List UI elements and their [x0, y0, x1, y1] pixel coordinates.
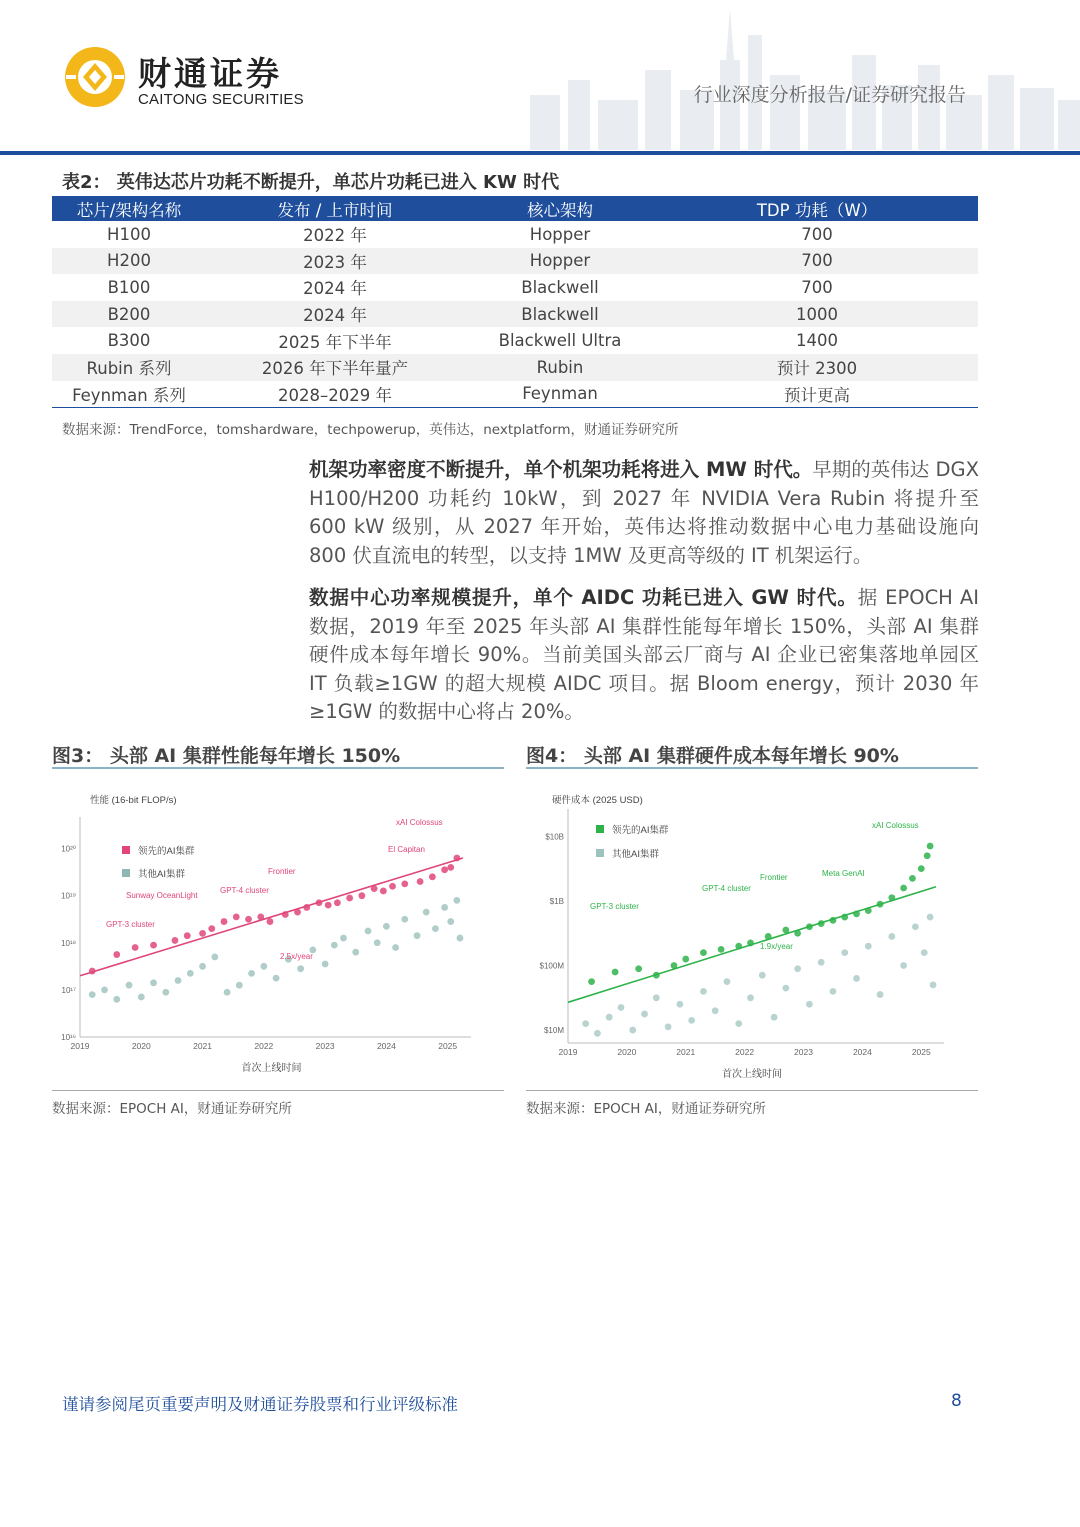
other-cluster-point — [432, 925, 439, 932]
chart-annotation: Meta GenAI — [822, 869, 865, 878]
x-tick-label: 2024 — [376, 1041, 396, 1051]
other-cluster-point — [365, 928, 372, 935]
figure-4-source-note: 数据来源：EPOCH AI，财通证券研究所 — [526, 1101, 766, 1117]
other-cluster-point — [138, 994, 145, 1001]
other-cluster-point — [150, 979, 157, 986]
legend-label-leading: 领先的AI集群 — [138, 846, 195, 857]
leading-cluster-point — [208, 925, 215, 932]
y-tick-label: $10M — [543, 1026, 564, 1036]
other-cluster-point — [236, 982, 243, 989]
table-cell: Blackwell — [464, 301, 656, 328]
table-cell: B100 — [107, 277, 151, 297]
other-cluster-point — [888, 933, 895, 940]
table-cell: Hopper — [529, 224, 591, 244]
header-divider — [0, 151, 1080, 155]
x-tick-label: 2025 — [438, 1041, 458, 1051]
city-skyline-decoration — [520, 0, 1080, 150]
table-source-note: 数据来源：TrendForce，tomshardware，techpowerup，英伟达，nextplatform，财通证券研究所 — [62, 422, 679, 438]
other-cluster-point — [224, 989, 231, 996]
other-cluster-point — [260, 963, 267, 970]
table-cell: 1000 — [656, 301, 978, 328]
y-tick-label: 10²⁰ — [61, 844, 76, 854]
x-tick-label: 2022 — [254, 1041, 274, 1051]
other-cluster-point — [423, 909, 430, 916]
paragraph-body: 据 EPOCH AI 数据，2019 年至 2025 年头部 AI 集群性能每年增长 150%，头部 AI 集群硬件成本每年增长 90%。当前美国头部云厂商与 AI 企业已密集落地单园区 IT 负载≥1GW 的超大规模 AIDC 项目。据 Bloom energy，预计 2030 年≥1GW 的数据中心将占 20%。 — [309, 586, 979, 723]
table-cell: 2025 年下半年 — [278, 332, 392, 352]
other-cluster-point — [930, 981, 937, 988]
other-cluster-point — [927, 914, 934, 921]
table-row — [52, 327, 978, 354]
figure-4-title-rule — [526, 767, 978, 769]
x-tick-label: 2021 — [676, 1047, 696, 1057]
other-cluster-point — [629, 1027, 636, 1034]
chart-annotation: xAI Colossus — [872, 821, 919, 830]
table-cell: 预计 2300 — [656, 354, 978, 381]
table-cell: Rubin 系列 — [52, 354, 206, 381]
other-cluster-point — [453, 897, 460, 904]
other-cluster-point — [374, 939, 381, 946]
table-cell: Feynman — [464, 381, 656, 408]
chart-annotation: xAI Colossus — [396, 818, 443, 827]
chart-annotation: GPT-3 cluster — [590, 902, 639, 911]
table-cell: H200 — [52, 248, 206, 275]
table-title: 表2： 英伟达芯片功耗不断提升，单芯片功耗已进入 KW 时代 — [62, 172, 560, 193]
y-axis-label: 性能 (16-bit FLOP/s) — [90, 795, 177, 806]
logo-text-english: CAITONG SECURITIES — [138, 91, 304, 108]
other-cluster-point — [700, 988, 707, 995]
y-tick-label: 10¹⁶ — [61, 1033, 76, 1042]
leading-cluster-point — [429, 873, 436, 880]
leading-cluster-point — [132, 944, 139, 951]
paragraph-lead: 数据中心功率规模提升，单个 AIDC 功耗已进入 GW 时代。 — [309, 586, 858, 609]
figure-4-chart — [532, 785, 972, 1085]
leading-cluster-point — [334, 899, 341, 906]
leading-cluster-point — [918, 865, 925, 872]
table-cell: H100 — [107, 224, 151, 244]
leading-cluster-point — [612, 969, 619, 976]
other-cluster-point — [101, 986, 108, 993]
x-tick-label: 2019 — [558, 1047, 578, 1057]
other-cluster-point — [113, 996, 120, 1003]
other-cluster-point — [759, 972, 766, 979]
other-cluster-point — [735, 1020, 742, 1027]
leading-cluster-point — [346, 895, 353, 902]
leading-cluster-point — [900, 885, 907, 892]
table-cell: Feynman 系列 — [52, 381, 206, 408]
legend-label-other: 其他AI集群 — [612, 849, 659, 860]
table-cell: Rubin — [464, 354, 656, 381]
other-cluster-point — [401, 916, 408, 923]
other-cluster-point — [806, 1001, 813, 1008]
y-tick-label: $1B — [549, 896, 564, 906]
table-row — [52, 274, 978, 301]
other-cluster-point — [273, 975, 280, 982]
leading-cluster-point — [401, 880, 408, 887]
other-cluster-point — [782, 985, 789, 992]
other-cluster-point — [641, 1011, 648, 1018]
other-cluster-point — [771, 1014, 778, 1021]
x-tick-label: 2024 — [852, 1047, 872, 1057]
other-cluster-point — [747, 994, 754, 1001]
chart-annotation: GPT-3 cluster — [106, 920, 155, 929]
figure-3-title-rule — [52, 767, 504, 769]
y-tick-label: $10B — [545, 832, 564, 842]
x-tick-label: 2020 — [131, 1041, 151, 1051]
x-axis-label: 首次上线时间 — [241, 1063, 302, 1074]
y-tick-label: 10¹⁷ — [61, 985, 76, 995]
column-header: 核心架构 — [464, 196, 656, 221]
other-cluster-point — [841, 949, 848, 956]
table-cell: Hopper — [464, 248, 656, 275]
column-header: TDP 功耗（W） — [656, 196, 978, 221]
figure-4-bottom-rule — [526, 1090, 978, 1091]
leading-cluster-point — [588, 978, 595, 985]
chart-annotation: GPT-4 cluster — [702, 884, 751, 893]
leading-cluster-point — [184, 932, 191, 939]
other-cluster-point — [331, 942, 338, 949]
figure-3-bottom-rule — [52, 1090, 504, 1091]
other-cluster-point — [877, 991, 884, 998]
chip-power-table — [52, 196, 978, 408]
other-cluster-point — [794, 965, 801, 972]
other-cluster-point — [322, 961, 329, 968]
legend-swatch-other — [122, 869, 130, 877]
x-tick-label: 2023 — [794, 1047, 813, 1057]
leading-cluster-point — [682, 956, 689, 963]
chart-annotation: Frontier — [268, 867, 296, 876]
other-cluster-point — [441, 904, 448, 911]
other-cluster-point — [618, 1004, 625, 1011]
y-tick-label: 10¹⁸ — [61, 938, 76, 948]
legend-label-leading: 领先的AI集群 — [612, 825, 669, 836]
logo-text-chinese: 财通证券 — [138, 54, 282, 93]
other-cluster-point — [187, 970, 194, 977]
other-cluster-point — [352, 949, 359, 956]
leading-cluster-point — [267, 918, 274, 925]
table-cell: 1400 — [796, 331, 838, 351]
table-cell: 2023 年 — [206, 248, 464, 275]
table-row — [52, 381, 978, 408]
figure-3-chart — [58, 785, 498, 1085]
other-cluster-point — [199, 963, 206, 970]
leading-cluster-point — [199, 930, 206, 937]
y-axis-label: 硬件成本 (2025 USD) — [552, 795, 643, 806]
chart-annotation: 2.5x/year — [280, 952, 313, 961]
report-type-label: 行业深度分析报告/证券研究报告 — [693, 84, 966, 106]
figure-3-title: 图3： 头部 AI 集群性能每年增长 150% — [52, 745, 401, 767]
leading-cluster-point — [924, 852, 931, 859]
chart-annotation: Frontier — [760, 873, 788, 882]
other-cluster-point — [582, 1020, 589, 1027]
paragraph-rack-power — [309, 456, 979, 570]
leading-cluster-point — [635, 965, 642, 972]
table-cell: 2026 年下半年量产 — [206, 354, 464, 381]
other-cluster-point — [392, 944, 399, 951]
chart-annotation: El Capitan — [388, 845, 425, 854]
figure-3-source-note: 数据来源：EPOCH AI，财通证券研究所 — [52, 1101, 292, 1117]
leading-cluster-point — [233, 913, 240, 920]
table-cell: B300 — [107, 331, 151, 351]
table-cell: 700 — [801, 277, 833, 297]
leading-cluster-point — [221, 918, 228, 925]
chart-annotation: GPT-4 cluster — [220, 886, 269, 895]
paragraph-lead: 机架功率密度不断提升，单个机架功耗将进入 MW 时代。 — [309, 458, 813, 481]
other-cluster-point — [724, 978, 731, 985]
leading-cluster-point — [441, 866, 448, 873]
other-cluster-point — [653, 994, 660, 1001]
table-row — [52, 248, 978, 275]
y-tick-label: $100M — [539, 961, 564, 971]
other-cluster-point — [900, 962, 907, 969]
table-cell: B200 — [52, 301, 206, 328]
chart-annotation: 1.9x/year — [760, 942, 793, 951]
table-cell: Blackwell — [521, 277, 599, 297]
other-cluster-point — [383, 923, 390, 930]
page-number: 8 — [951, 1391, 962, 1411]
other-cluster-point — [211, 954, 218, 961]
other-cluster-point — [175, 977, 182, 984]
other-cluster-point — [665, 1023, 672, 1030]
y-tick-label: 10¹⁹ — [61, 891, 76, 901]
table-cell: 2024 年 — [206, 301, 464, 328]
leading-cluster-point — [245, 916, 252, 923]
other-cluster-point — [912, 923, 919, 930]
table-row — [52, 354, 978, 381]
leading-cluster-point — [113, 951, 120, 958]
table-cell: 2022 年 — [303, 226, 367, 246]
leading-cluster-point — [417, 878, 424, 885]
legend-swatch-leading — [596, 825, 604, 833]
table-cell: Blackwell Ultra — [498, 331, 622, 351]
leading-cluster-point — [358, 892, 365, 899]
page-header — [0, 0, 1080, 156]
leading-cluster-point — [380, 888, 387, 895]
x-tick-label: 2020 — [617, 1047, 637, 1057]
leading-cluster-point — [325, 902, 332, 909]
other-cluster-point — [676, 1001, 683, 1008]
table-cell: 700 — [801, 224, 833, 244]
footer-disclaimer: 谨请参阅尾页重要声明及财通证券股票和行业评级标准 — [62, 1395, 458, 1414]
other-cluster-point — [712, 1007, 719, 1014]
table-cell: 700 — [656, 248, 978, 275]
leading-cluster-point — [172, 937, 179, 944]
paragraph-aidc-power — [309, 584, 979, 727]
column-header: 发布 / 上市时间 — [206, 196, 464, 221]
other-cluster-point — [853, 975, 860, 982]
x-tick-label: 2021 — [193, 1041, 213, 1051]
other-cluster-point — [297, 965, 304, 972]
x-tick-label: 2025 — [911, 1047, 931, 1057]
legend-swatch-leading — [122, 846, 130, 854]
other-cluster-point — [830, 988, 837, 995]
other-cluster-point — [457, 935, 464, 942]
x-axis-label: 首次上线时间 — [722, 1069, 782, 1080]
table-row — [52, 221, 978, 248]
caitong-logo-icon — [62, 44, 128, 110]
column-header: 芯片/架构名称 — [52, 196, 206, 221]
leading-cluster-point — [150, 942, 157, 949]
leading-cluster-point — [700, 949, 707, 956]
figure-4-title: 图4： 头部 AI 集群硬件成本每年增长 90% — [526, 745, 899, 767]
other-cluster-point — [921, 949, 928, 956]
other-cluster-point — [865, 943, 872, 950]
table-header-row — [52, 196, 978, 221]
other-cluster-point — [340, 935, 347, 942]
table-cell: 2024 年 — [303, 279, 367, 299]
x-tick-label: 2019 — [70, 1041, 90, 1051]
x-tick-label: 2022 — [735, 1047, 755, 1057]
other-cluster-point — [248, 970, 255, 977]
table-row — [52, 301, 978, 328]
paragraph-body: 早期的英伟达 DGX H100/H200 功耗约 10kW，到 2027 年 NVIDIA Vera Rubin 将提升至 600 kW 级别，从 2027 年开始，英伟达将推动数据中心电力基础设施向 800 伏直流电的转型，以支持 1MW 及更高等级的 IT 机架运行。 — [309, 458, 980, 567]
table-cell: 预计更高 — [656, 381, 978, 408]
table-cell: 2028–2029 年 — [206, 381, 464, 408]
leading-cluster-point — [718, 946, 725, 953]
other-cluster-point — [818, 959, 825, 966]
x-tick-label: 2023 — [315, 1041, 335, 1051]
other-cluster-point — [414, 932, 421, 939]
other-cluster-point — [594, 1030, 601, 1037]
other-cluster-point — [89, 991, 96, 998]
leading-cluster-point — [389, 883, 396, 890]
other-cluster-point — [162, 989, 169, 996]
leading-cluster-point — [447, 864, 454, 871]
other-cluster-point — [447, 918, 454, 925]
legend-swatch-other — [596, 849, 604, 857]
other-cluster-point — [606, 1014, 613, 1021]
other-cluster-point — [126, 982, 133, 989]
leading-cluster-point — [927, 843, 934, 850]
legend-label-other: 其他AI集群 — [138, 869, 185, 880]
other-cluster-point — [688, 1017, 695, 1024]
leading-cluster-point — [909, 875, 916, 882]
chart-annotation: Sunway OceanLight — [126, 891, 198, 900]
